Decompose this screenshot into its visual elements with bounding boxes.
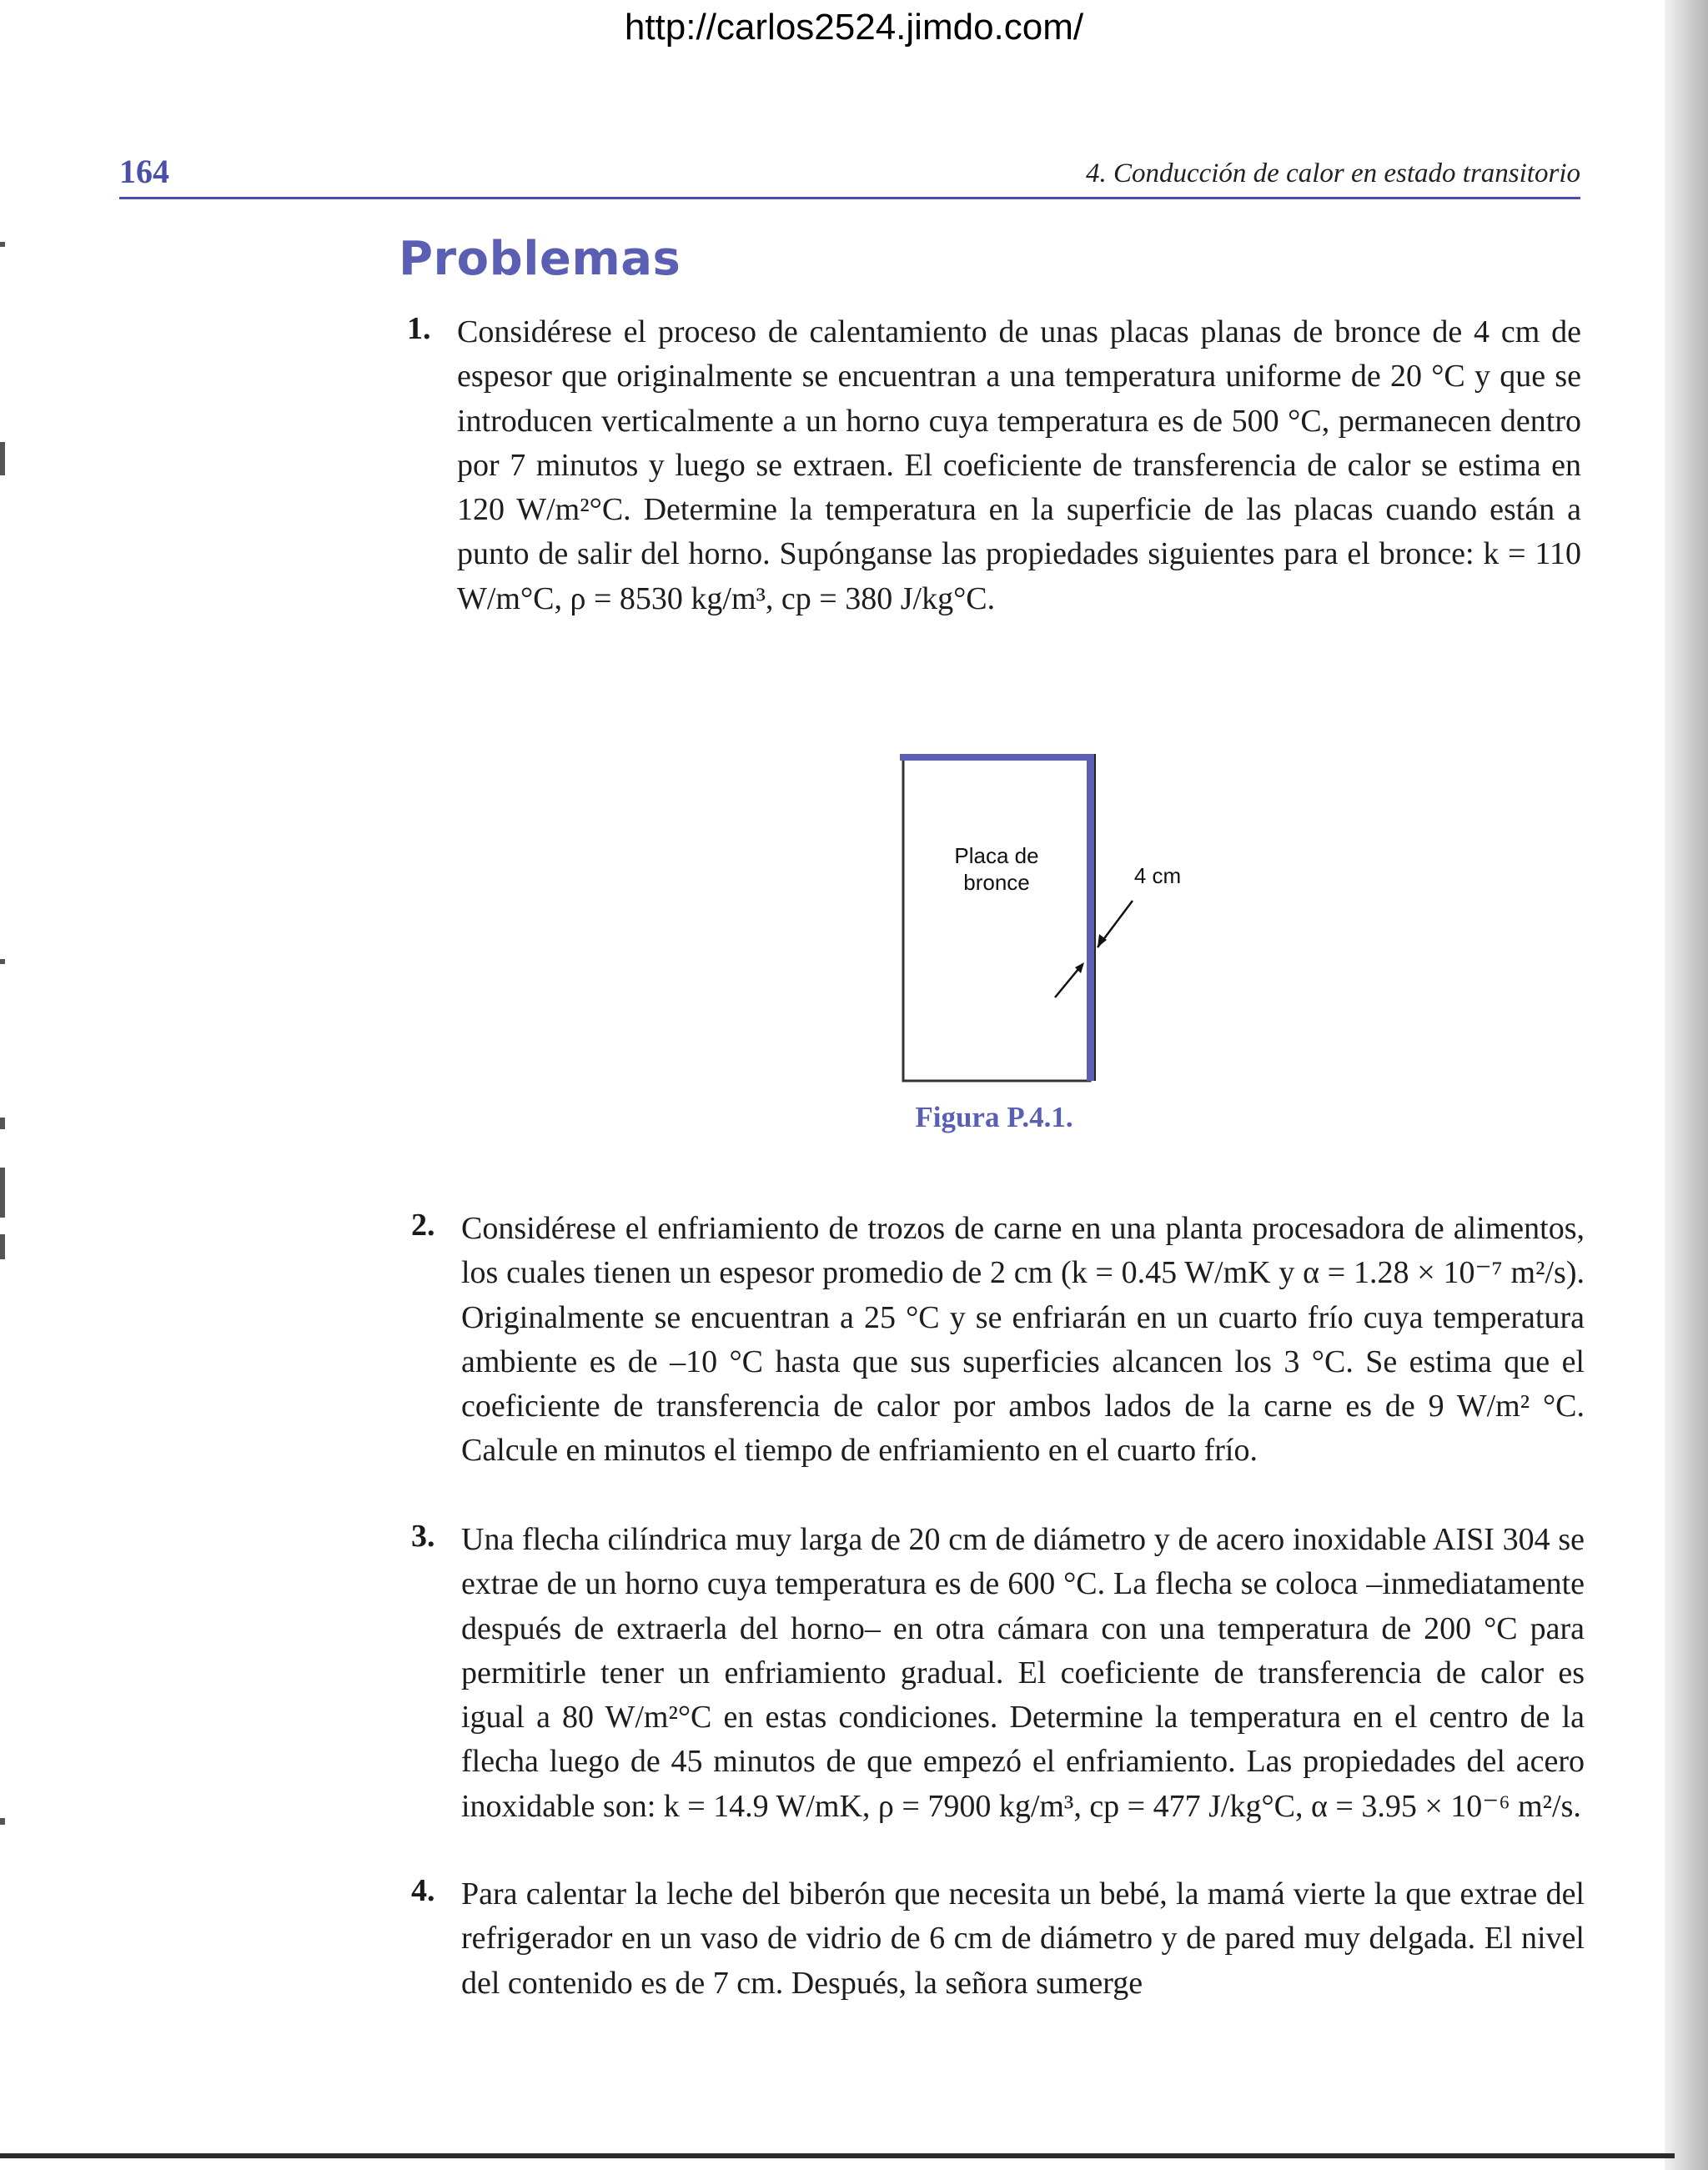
thickness-label: 4 cm: [1133, 863, 1182, 888]
plate-side-edge: [1087, 754, 1095, 1081]
problem-4: [411, 1872, 1585, 2006]
problem-text: Considérese el proceso de calentamiento de unas placas planas de bronce de 4 cm de espesor que originalmente se encuentran a una temperatura uniforme de 20 °C y que se introducen verticalmente a un horno cuya temperatura es de 500 °C, permanecen dentro por 7 minutos y luego se extraen. El coeficiente de transferencia de calor se estima en 120 W/m²°C. Determine la temperatura en la superficie de las placas cuando están a punto de salir del horno. Supónganse las propiedades siguientes para el bronce: k = 110 W/m°C, ρ = 8530 kg/m³, cp = 380 J/kg°C.: [457, 314, 1581, 616]
scan-left-margin-marks: [0, 0, 7, 2170]
section-title: Problemas: [399, 232, 681, 286]
problem-number: 3.: [411, 1519, 435, 1554]
plate-label-line1: Placa de: [954, 843, 1039, 868]
source-url-link[interactable]: http://carlos2524.jimdo.com/: [624, 7, 1084, 48]
problem-text: Considérese el enfriamiento de trozos de carne en una planta procesadora de alimentos, los cuales tienen un espesor promedio de 2 cm (k = 0.45 W/mK y α = 1.28 × 10⁻⁷ m²/s). Originalmente se encuentran a 25 °C y se enfriarán en un cuarto frío cuya temperatura ambiente es de –10 °C hasta que sus superficies alcancen los 3 °C. Se estima que el coeficiente de transferencia de calor por ambos lados de la carne es de 9 W/m² °C. Calcule en minutos el tiempo de enfriamiento en el cuarto frío.: [461, 1211, 1585, 1469]
problem-2: [411, 1207, 1585, 1474]
page-header: [119, 152, 1580, 195]
page-edge-shadow: [1665, 0, 1708, 2170]
problem-number: 1.: [407, 311, 431, 346]
plate-label-line2: bronce: [963, 870, 1030, 895]
problem-number: 4.: [411, 1873, 435, 1908]
figure-caption: Figura P.4.1.: [915, 1101, 1073, 1133]
problem-text: Para calentar la leche del biberón que necesita un bebé, la mamá vierte la que extrae del refrigerador en un vaso de vidrio de 6 cm de diámetro y de pared muy delgada. El nivel del contenido es de 7 cm. Después, la señora sumerge: [461, 1876, 1585, 2001]
header-rule: [119, 197, 1580, 199]
figure-brass-plate: [897, 749, 1197, 1099]
plate-face: [903, 759, 1090, 1081]
problem-text: Una flecha cilíndrica muy larga de 20 cm de diámetro y de acero inoxidable AISI 304 se extrae de un horno cuya temperatura es de 600 °C. La flecha se coloca –inmediatamente después de extraerla del horno– en otra cámara con una temperatura de 200 °C para permitirle tener un enfriamiento gradual. El coeficiente de transferencia de calor es igual a 80 W/m²°C en estas condiciones. Determine la temperatura en el centro de la flecha luego de 45 minutos de que empezó el enfriamiento. Las propiedades del acero inoxidable son: k = 14.9 W/mK, ρ = 7900 kg/m³, cp = 477 J/kg°C, α = 3.95 × 10⁻⁶ m²/s.: [461, 1522, 1585, 1824]
problem-3: [411, 1518, 1585, 1829]
problem-1: [407, 310, 1581, 621]
plate-top-edge: [900, 754, 1093, 761]
plate-label: [930, 842, 1063, 896]
problem-number: 2.: [411, 1208, 435, 1243]
page-bottom-edge: [0, 2153, 1675, 2158]
plate-diagram: [897, 749, 1197, 1099]
running-head: 4. Conducción de calor en estado transitorio: [1085, 158, 1580, 188]
page-number: 164: [119, 153, 169, 190]
